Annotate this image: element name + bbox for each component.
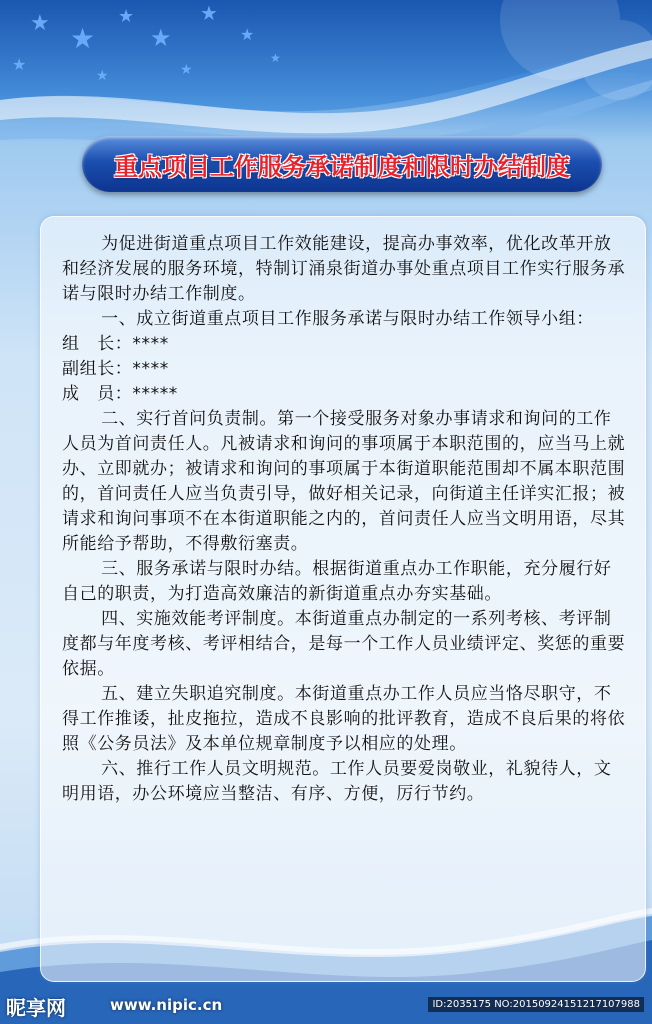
svg-text:★: ★: [12, 55, 27, 74]
intro-paragraph: 为促进街道重点项目工作效能建设，提高办事效率，优化改革开放和经济发展的服务环境，特制订涌泉街道办事处重点项目工作实行服务承诺与限时办结工作制度。: [62, 234, 626, 304]
member-members: 成 员：*****: [62, 384, 178, 404]
section-3-paragraph: 三、服务承诺与限时办结。根据街道重点办工作职能，充分履行好自己的职责，为打造高效廉洁的新街道重点办夯实基础。: [62, 559, 612, 604]
page-title: 重点项目工作服务承诺制度和限时办结制度: [114, 151, 570, 181]
svg-text:★: ★: [240, 25, 255, 44]
section-5-paragraph: 五、建立失职追究制度。本街道重点办工作人员应当恪尽职守，不得工作推诿，扯皮拖拉，造成不良影响的批评教育，造成不良后果的将依照《公务员法》及本单位规章制度予以相应的处理。: [62, 684, 626, 754]
member-deputy-leader: 副组长：****: [62, 359, 169, 379]
svg-text:★: ★: [200, 1, 218, 25]
watermark-url: www.nipic.cn: [110, 996, 223, 1014]
svg-text:★: ★: [96, 68, 109, 84]
body-text: [62, 232, 628, 807]
title-banner: [82, 136, 602, 192]
member-leader: 组 长：****: [62, 334, 169, 354]
svg-text:★: ★: [270, 51, 281, 65]
section-4-paragraph: 四、实施效能考评制度。本街道重点办制定的一系列考核、考评制度都与年度考核、考评相结合，是每一个工作人员业绩评定、奖惩的重要依据。: [62, 609, 626, 679]
top-star-decoration: [0, 0, 652, 230]
svg-text:★: ★: [30, 11, 50, 36]
section-1-paragraph: 一、成立街道重点项目工作服务承诺与限时办结工作领导小组：: [101, 309, 594, 329]
watermark-id: ID:2035175 NO:20150924151217107988: [428, 997, 644, 1012]
svg-text:★: ★: [118, 6, 135, 27]
svg-text:★: ★: [150, 24, 172, 52]
svg-text:★: ★: [180, 62, 193, 78]
section-6-paragraph: 六、推行工作人员文明规范。工作人员要爱岗敬业，礼貌待人，文明用语，办公环境应当整洁、有序、方便，厉行节约。: [62, 759, 612, 804]
svg-text:★: ★: [70, 22, 96, 55]
watermark-logo: 昵享网: [6, 996, 66, 1020]
section-2-paragraph: 二、实行首问负责制。第一个接受服务对象办事请求和询问的工作人员为首问责任人。凡被请求和询问的事项属于本职范围的，应当马上就办、立即就办；被请求和询问的事项属于本街道职能范围却不属本职范围的，首问责任人应当负责引导，做好相关记录，向街道主任详实汇报；被请求和询问事项不在本街道职能之内的，首问责任人应当文明用语，尽其所能给予帮助，不得敷衍塞责。: [62, 409, 626, 554]
